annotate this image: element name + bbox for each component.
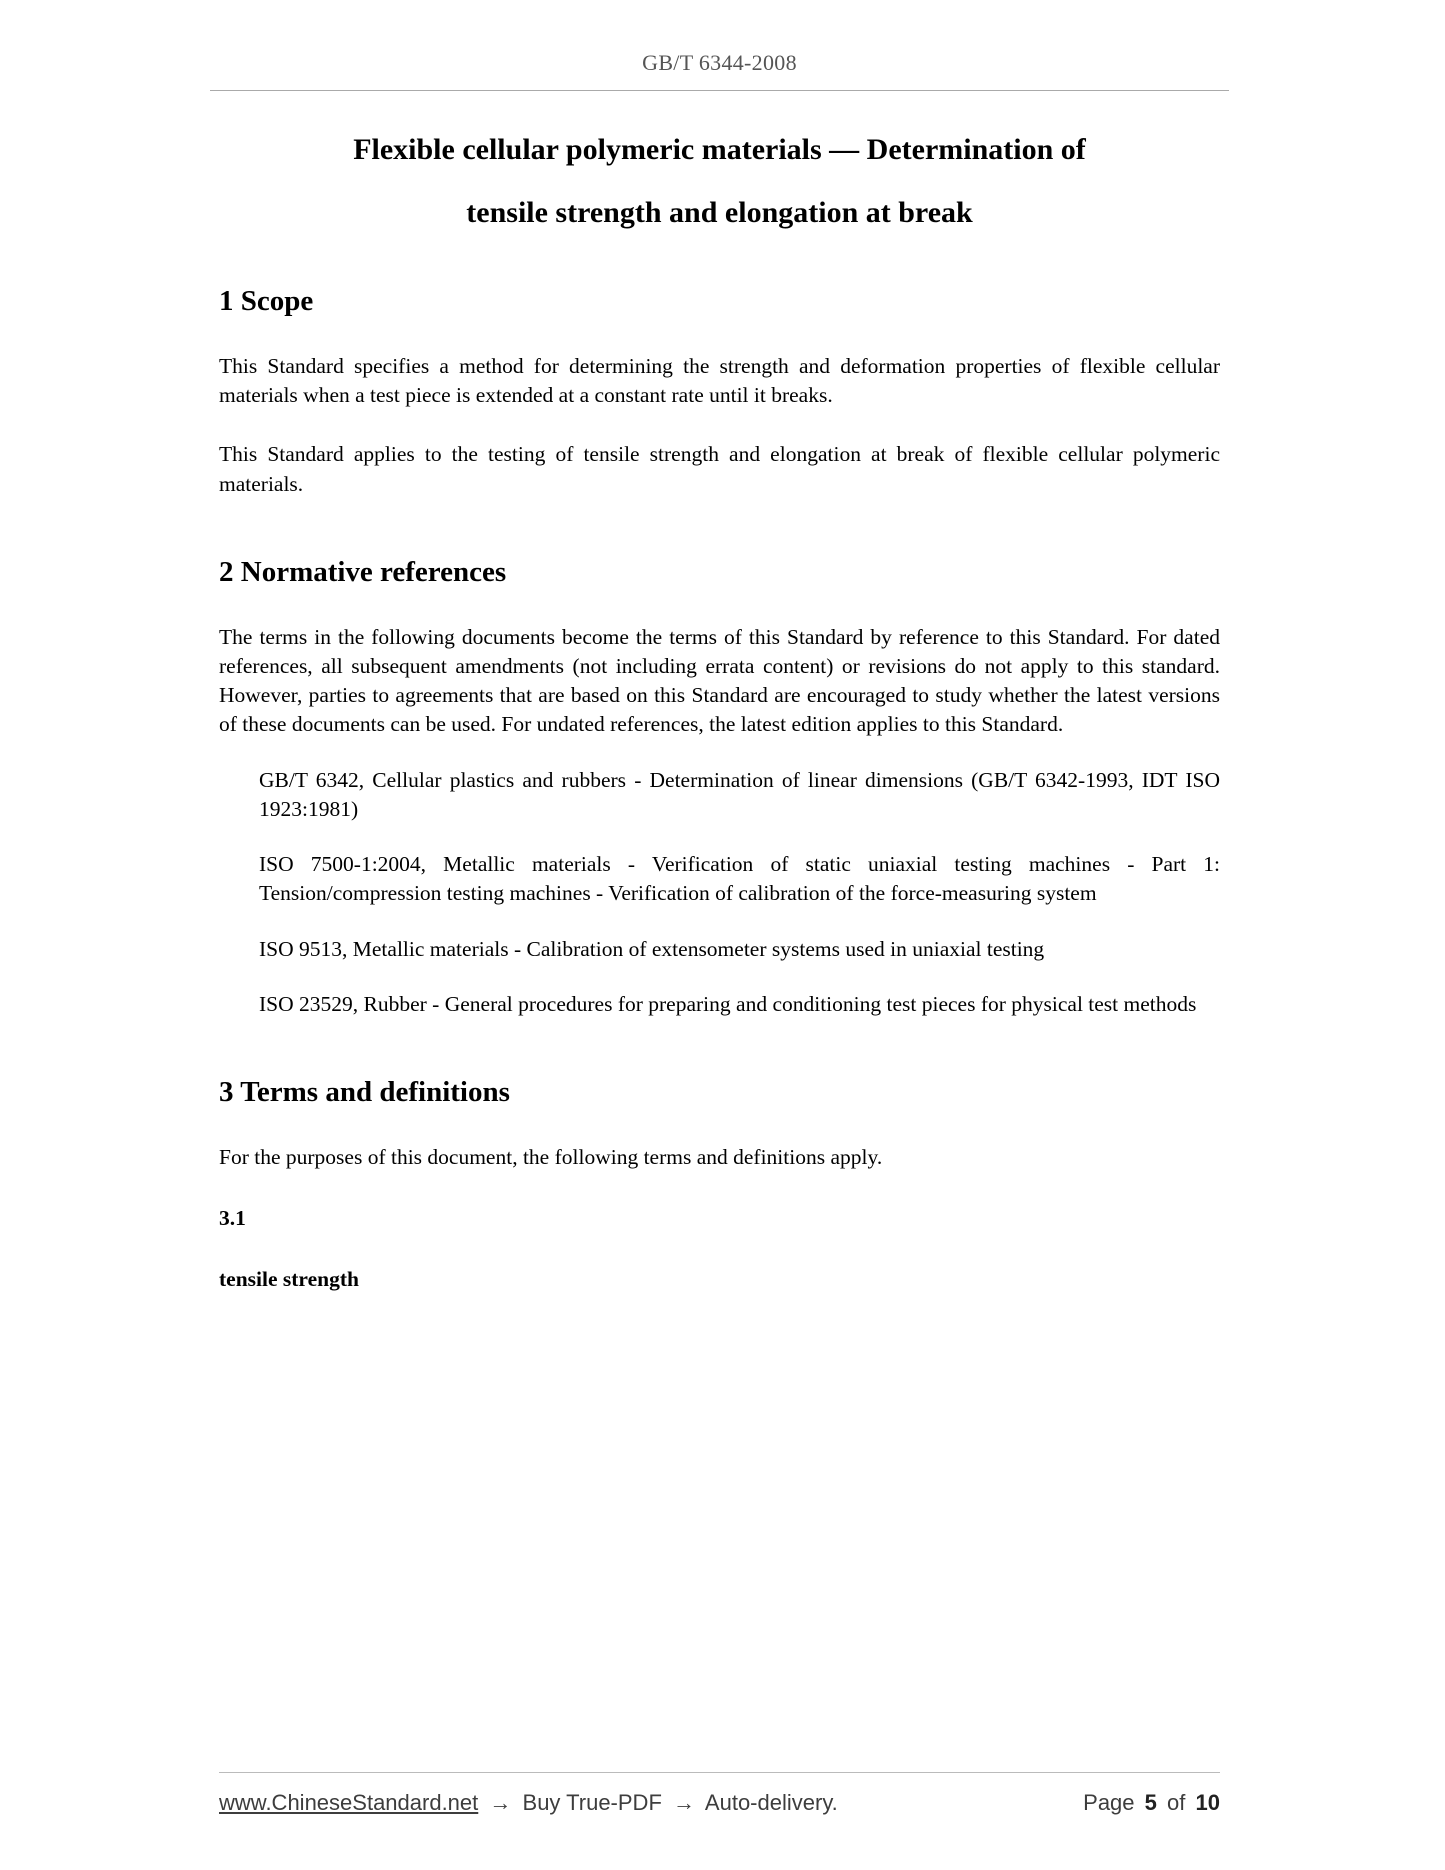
title-line-1: Flexible cellular polymeric materials — Determination of (353, 133, 1086, 166)
page-content (219, 0, 1220, 1295)
document-title (219, 135, 1220, 228)
title-line-2: tensile strength and elongation at break (466, 196, 973, 229)
website-link[interactable]: www.ChineseStandard.net (219, 1790, 479, 1815)
term-name: tensile strength (219, 1267, 359, 1292)
doc-number: GB/T 6344-2008 (642, 50, 797, 75)
page-footer (219, 1772, 1220, 1816)
page-total: 10 (1195, 1790, 1220, 1815)
of-label: of (1167, 1790, 1186, 1815)
footer-left (219, 1790, 838, 1816)
term-number: 3.1 (219, 1206, 246, 1231)
normative-references-heading: 2 Normative references (219, 555, 507, 588)
scope-paragraph-2: This Standard applies to the testing of tensile strength and elongation at break of flexible cellular polymeric materials. (219, 442, 1220, 496)
terms-paragraph: For the purposes of this document, the following terms and definitions apply. (219, 1144, 883, 1169)
page-number: 5 (1144, 1790, 1157, 1815)
footer-delivery-text: Auto-delivery. (704, 1790, 838, 1815)
normative-paragraph: The terms in the following documents become the terms of this Standard by reference to this Standard. For dated references, all subsequent amendments (not including errata content) or revisions do not apply to this standard. However, parties to agreements that are based on this Standard are encouraged to study whether the latest versions of these documents can be used. For undated references, the latest edition applies to this Standard. (219, 624, 1220, 737)
footer-buy-text: Buy True-PDF (522, 1790, 662, 1815)
page-label: Page (1083, 1790, 1135, 1815)
reference-iso-9513: ISO 9513, Metallic materials - Calibration of extensometer systems used in uniaxial testing (259, 936, 1045, 961)
scope-paragraph-1: This Standard specifies a method for determining the strength and deformation properties of flexible cellular materials when a test piece is extended at a constant rate until it breaks. (219, 353, 1220, 408)
header-divider (210, 90, 1229, 91)
reference-iso-7500: ISO 7500-1:2004, Metallic materials - Verification of static uniaxial testing machines - Part 1: Tension/compression testing machines - Verification of calibration of the force-measuring system (259, 852, 1220, 906)
arrow-right-icon: → (489, 1790, 512, 1815)
page-indicator (1079, 1790, 1220, 1816)
reference-iso-23529: ISO 23529, Rubber - General procedures for preparing and conditioning test pieces for physical test methods (259, 991, 1197, 1016)
arrow-right-icon: → (673, 1790, 696, 1815)
scope-heading: 1 Scope (219, 285, 314, 317)
terms-definitions-heading: 3 Terms and definitions (219, 1076, 510, 1109)
reference-gbt-6342: GB/T 6342, Cellular plastics and rubbers - Determination of linear dimensions (GB/T 6342-1993, IDT ISO 1923:1981) (259, 767, 1220, 821)
